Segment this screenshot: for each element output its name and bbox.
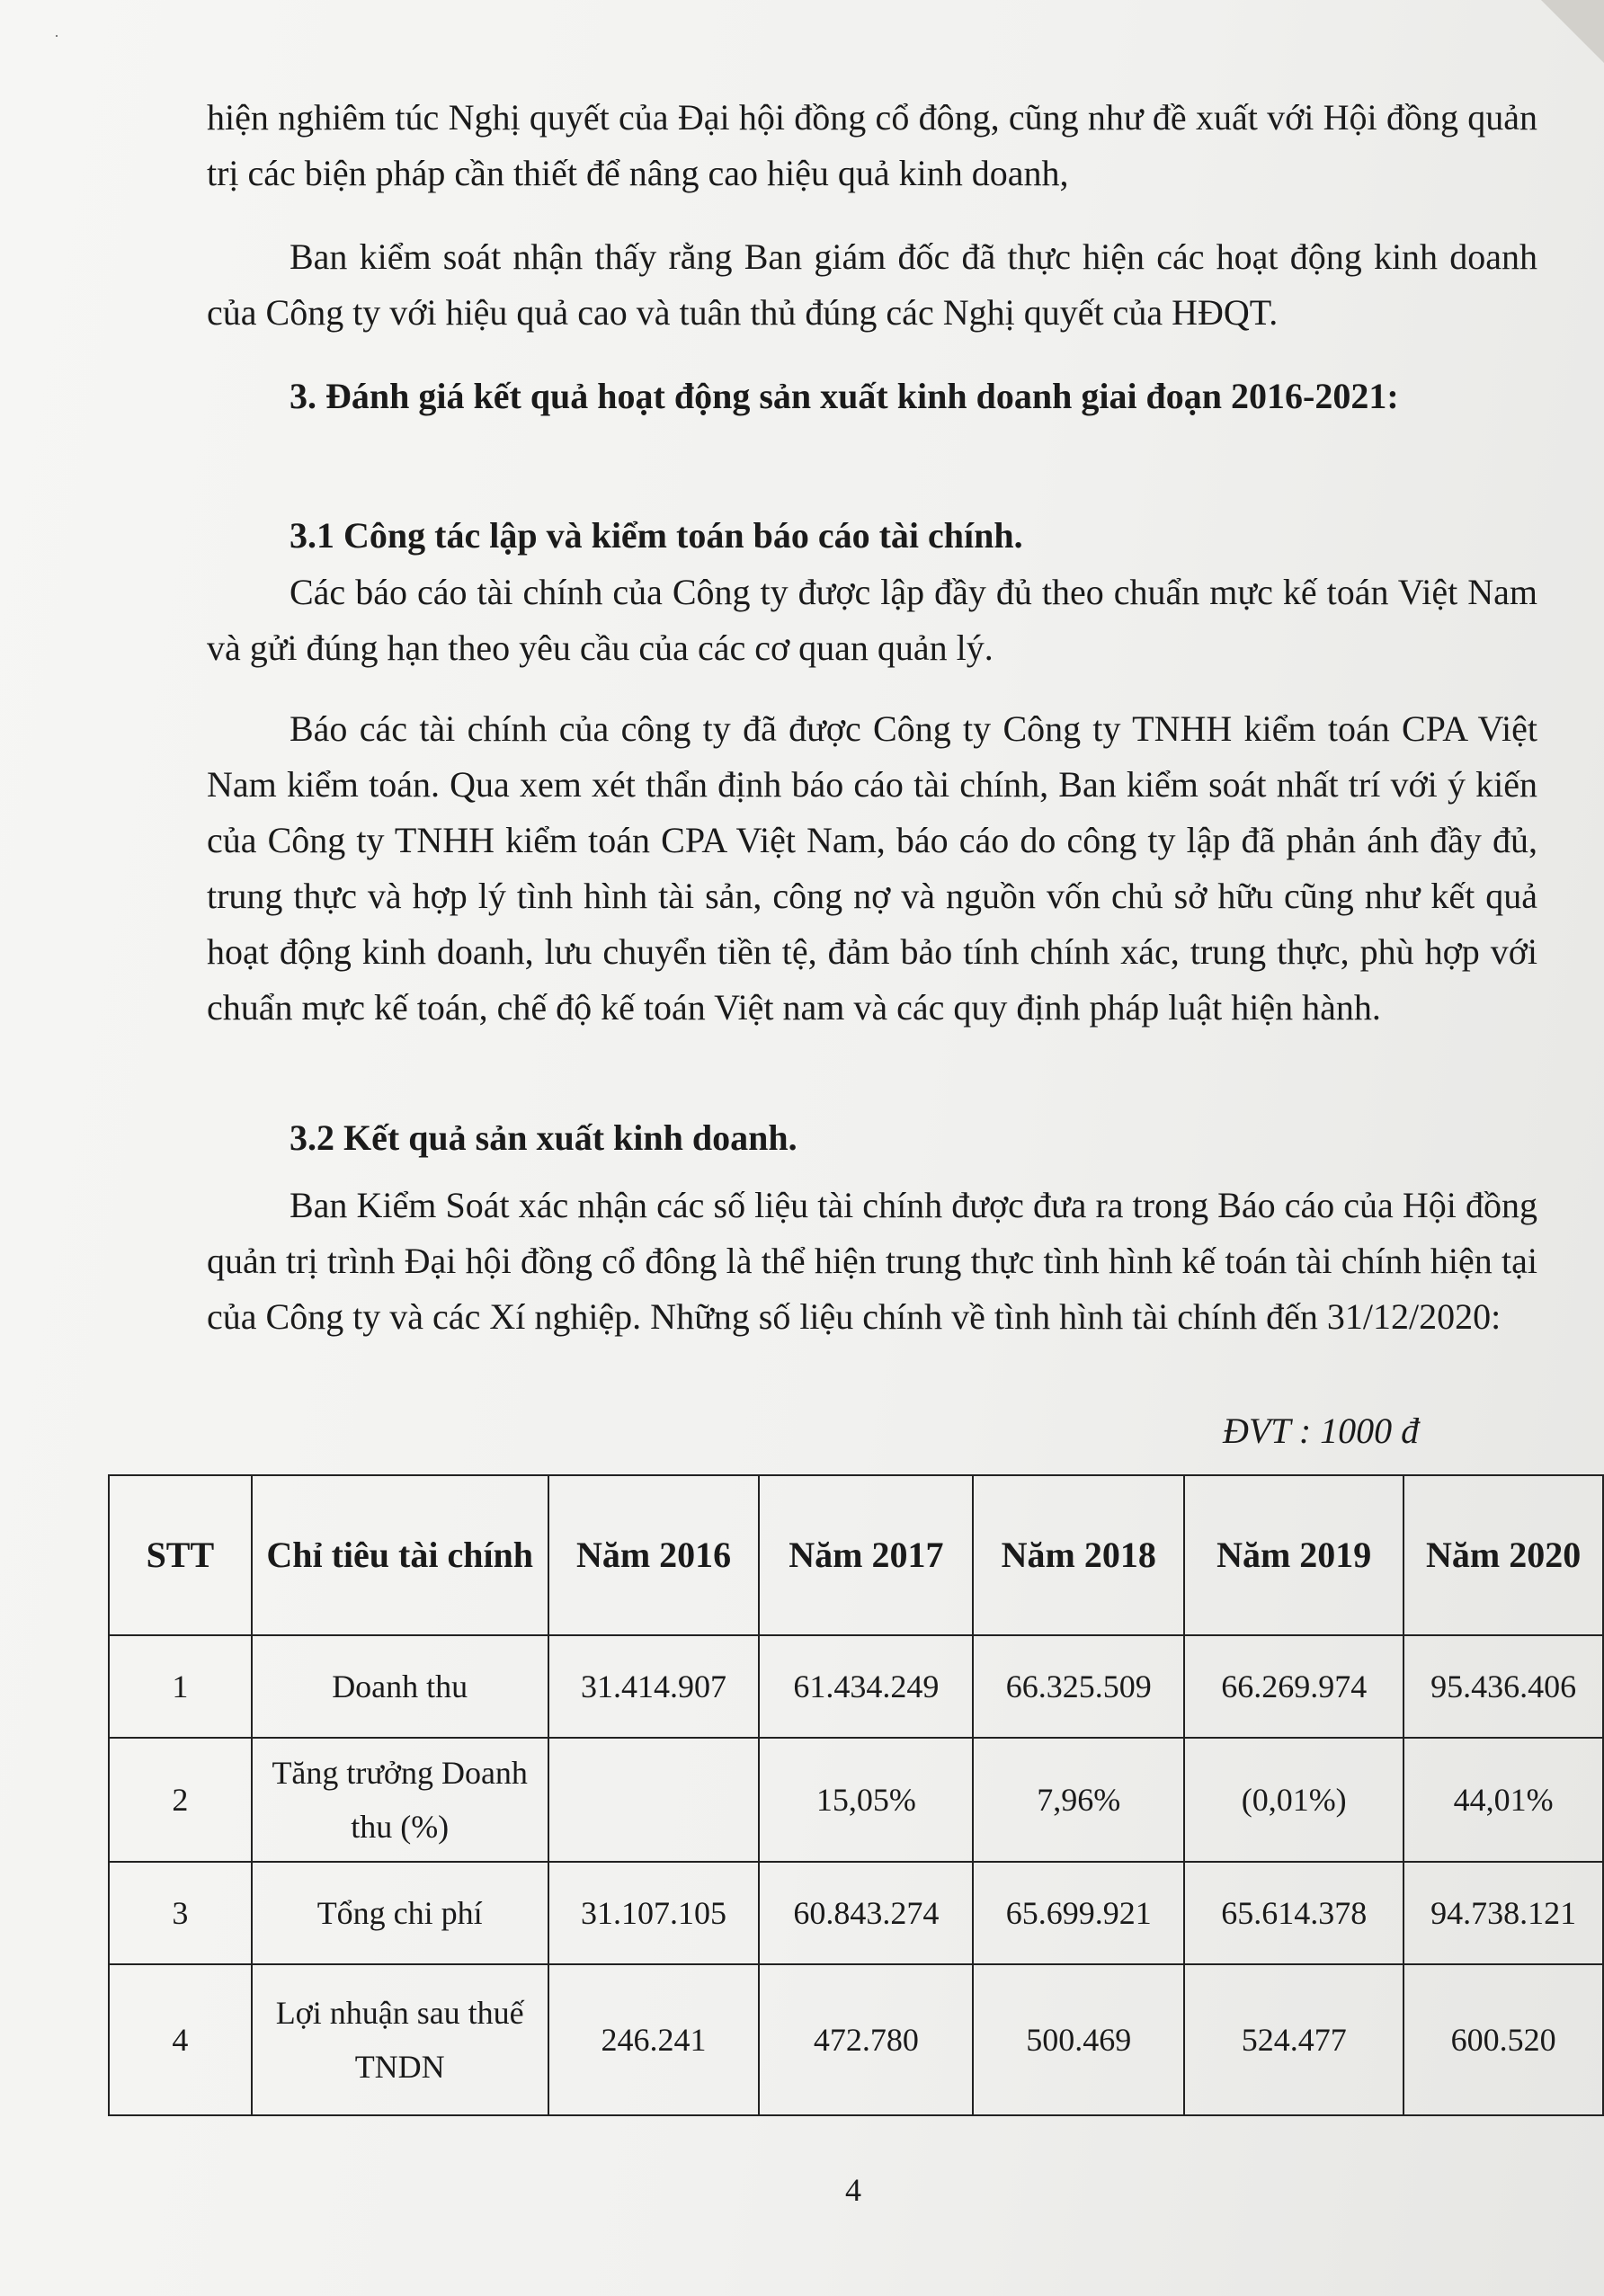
- page-corner: [1541, 0, 1604, 63]
- header-stt: STT: [109, 1475, 252, 1635]
- header-2020: Năm 2020: [1404, 1475, 1603, 1635]
- paragraph-2: [207, 565, 1537, 676]
- table-row: [109, 1862, 1603, 1964]
- table-cell: (0,01%): [1184, 1738, 1404, 1862]
- section-3-1-heading: [207, 508, 1537, 564]
- table-cell: 65.614.378: [1184, 1862, 1404, 1964]
- header-2017: Năm 2017: [759, 1475, 973, 1635]
- table-cell: 15,05%: [759, 1738, 973, 1862]
- table-cell: Tăng trưởng Doanh thu (%): [252, 1738, 548, 1862]
- table-cell: 95.436.406: [1404, 1635, 1603, 1738]
- table-header-row: [109, 1475, 1603, 1635]
- table-cell: 4: [109, 1964, 252, 2115]
- financial-table: [108, 1474, 1604, 2116]
- table-cell: 472.780: [759, 1964, 973, 2115]
- section-3-2-heading-text: 3.2 Kết quả sản xuất kinh doanh.: [290, 1117, 798, 1158]
- table-cell: 31.107.105: [548, 1862, 760, 1964]
- table-cell: Tổng chi phí: [252, 1862, 548, 1964]
- table-cell: Lợi nhuận sau thuế TNDN: [252, 1964, 548, 2115]
- paragraph-0-text: hiện nghiêm túc Nghị quyết của Đại hội đồng cổ đông, cũng như đề xuất với Hội đồng quản trị các biện pháp cần thiết để nâng cao hiệu quả kinh doanh,: [207, 97, 1537, 193]
- header-2019: Năm 2019: [1184, 1475, 1404, 1635]
- paragraph-1: [207, 229, 1537, 341]
- table-cell: 44,01%: [1404, 1738, 1603, 1862]
- table-cell: 65.699.921: [973, 1862, 1184, 1964]
- table-cell: 66.325.509: [973, 1635, 1184, 1738]
- paragraph-4-text: Ban Kiểm Soát xác nhận các số liệu tài chính được đưa ra trong Báo cáo của Hội đồng quản trị trình Đại hội đồng cổ đông là thể hiện trung thực tình hình kế toán tài chính hiện tại của Công ty và các Xí nghiệp. Những số liệu chính về tình hình tài chính đến 31/12/2020:: [207, 1185, 1537, 1337]
- table-cell: 1: [109, 1635, 252, 1738]
- header-2016: Năm 2016: [548, 1475, 760, 1635]
- paragraph-4: [207, 1178, 1537, 1345]
- table-cell: 3: [109, 1862, 252, 1964]
- table-cell: 7,96%: [973, 1738, 1184, 1862]
- header-2018: Năm 2018: [973, 1475, 1184, 1635]
- paragraph-3: [207, 701, 1537, 1036]
- section-3-1-heading-text: 3.1 Công tác lập và kiểm toán báo cáo tài chính.: [290, 515, 1023, 556]
- unit-label: ĐVT : 1000 đ: [1223, 1411, 1420, 1451]
- section-3-2-heading: [207, 1110, 1537, 1166]
- table-cell: 246.241: [548, 1964, 760, 2115]
- speck-mark: ·: [54, 27, 59, 45]
- table-cell: 500.469: [973, 1964, 1184, 2115]
- paragraph-0: [207, 90, 1537, 201]
- table-cell: 524.477: [1184, 1964, 1404, 2115]
- table-cell: 600.520: [1404, 1964, 1603, 2115]
- table-row: [109, 1738, 1603, 1862]
- table-row: [109, 1635, 1603, 1738]
- table-cell: 61.434.249: [759, 1635, 973, 1738]
- paragraph-1-text: Ban kiểm soát nhận thấy rằng Ban giám đốc đã thực hiện các hoạt động kinh doanh của Công ty với hiệu quả cao và tuân thủ đúng các Nghị quyết của HĐQT.: [207, 236, 1537, 333]
- table-cell: 94.738.121: [1404, 1862, 1603, 1964]
- section-3-heading-text: 3. Đánh giá kết quả hoạt động sản xuất kinh doanh giai đoạn 2016-2021:: [290, 376, 1399, 416]
- table-row: [109, 1964, 1603, 2115]
- table-cell: 60.843.274: [759, 1862, 973, 1964]
- paragraph-2-text: Các báo cáo tài chính của Công ty được lập đầy đủ theo chuẩn mực kế toán Việt Nam và gửi đúng hạn theo yêu cầu của các cơ quan quản lý.: [207, 572, 1537, 668]
- section-3-heading: [207, 369, 1537, 424]
- table-cell: [548, 1738, 760, 1862]
- paragraph-3-text: Báo các tài chính của công ty đã được Công ty Công ty TNHH kiểm toán CPA Việt Nam kiểm toán. Qua xem xét thẩn định báo cáo tài chính, Ban kiểm soát nhất trí với ý kiến của Công ty TNHH kiểm toán CPA Việt Nam, báo cáo do công ty lập đã phản ánh đầy đủ, trung thực và hợp lý tình hình tài sản, công nợ và nguồn vốn chủ sở hữu cũng như kết quả hoạt động kinh doanh, lưu chuyển tiền tệ, đảm bảo tính chính xác, trung thực, phù hợp với chuẩn mực kế toán, chế độ kế toán Việt nam và các quy định pháp luật hiện hành.: [207, 708, 1537, 1028]
- table-cell: 66.269.974: [1184, 1635, 1404, 1738]
- header-indicator: Chỉ tiêu tài chính: [252, 1475, 548, 1635]
- table-cell: Doanh thu: [252, 1635, 548, 1738]
- table-cell: 31.414.907: [548, 1635, 760, 1738]
- table-cell: 2: [109, 1738, 252, 1862]
- page-number: 4: [845, 2172, 861, 2208]
